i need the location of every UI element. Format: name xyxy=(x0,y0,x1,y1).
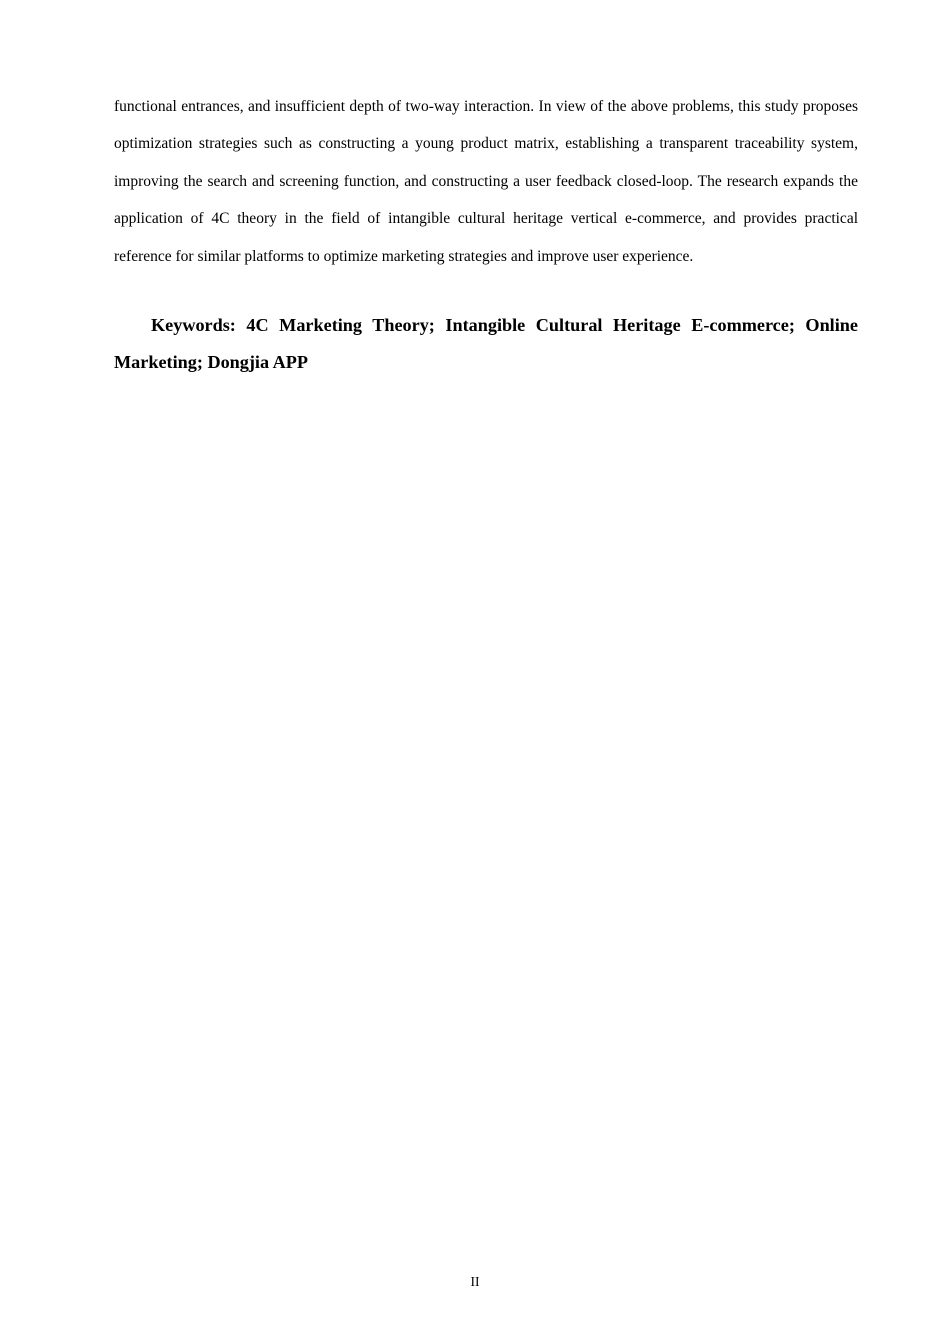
keywords-text: 4C Marketing Theory; Intangible Cultural Heritage E-commerce; Online Marketing; Dongjia APP xyxy=(114,315,858,372)
page-number: II xyxy=(470,1274,480,1289)
abstract-paragraph: functional entrances, and insufficient depth of two-way interaction. In view of the above problems, this study proposes optimization strategies such as constructing a young product matrix, establishing a transparent traceability system, improving the search and screening function, and constructing a user feedback closed-loop. The research expands the application of 4C theory in the field of intangible cultural heritage vertical e-commerce, and provides practical reference for similar platforms to optimize marketing strategies and improve user experience. xyxy=(114,98,858,265)
keywords-label: Keywords: xyxy=(151,315,247,335)
keywords-line xyxy=(114,307,858,381)
